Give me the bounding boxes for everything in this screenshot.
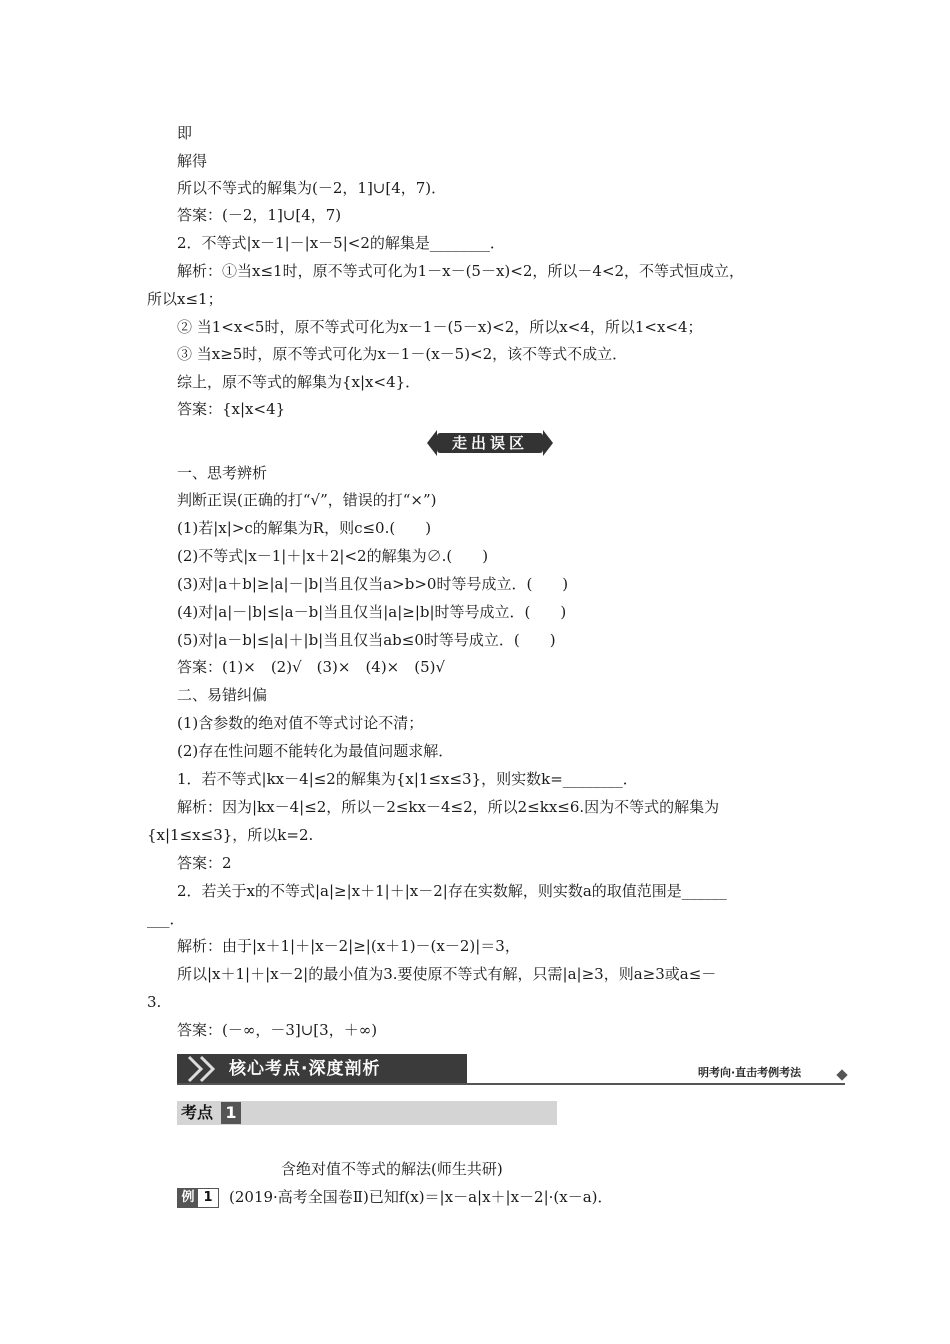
text-line: ③ 当x≥5时，原不等式可化为x－1－(x－5)<2，该不等式不成立． xyxy=(177,345,628,363)
double-chevron-icon xyxy=(177,1054,227,1084)
text-line: 所以x≤1； xyxy=(147,290,223,308)
text-line: 2．不等式|x－1|－|x－5|<2的解集是________． xyxy=(177,234,505,252)
text-line: (1)若|x|>c的解集为R，则c≤0.( ) xyxy=(177,519,432,537)
text-line: 答案：{x|x<4} xyxy=(177,400,286,418)
text-line: (2)不等式|x－1|＋|x＋2|<2的解集为∅.( ) xyxy=(177,547,489,565)
text-line: 解析：①当x≤1时，原不等式可化为1－x－(5－x)<2，所以－4<2，不等式恒成立， xyxy=(177,262,745,280)
text-line: 1．若不等式|kx－4|≤2的解集为{x|1≤x≤3}，则实数k=________． xyxy=(177,770,638,788)
text-line: 即 xyxy=(177,124,193,142)
section-banner-label: 走出误区 xyxy=(437,433,543,453)
text-line: 所以不等式的解集为(－2，1]∪[4，7)． xyxy=(177,179,447,197)
text-line: 解析：由于|x＋1|＋|x－2|≥|(x＋1)－(x－2)|＝3， xyxy=(177,937,520,955)
kaodian-label: 考点 xyxy=(181,1103,214,1122)
section-banner-core xyxy=(177,1054,467,1084)
text-line: 所以|x＋1|＋|x－2|的最小值为3.要使原不等式有解，只需|a|≥3，则a≥3或a≤－ xyxy=(177,965,717,983)
text-line: (2)存在性问题不能转化为最值问题求解． xyxy=(177,742,454,760)
example-text: (2019·高考全国卷Ⅱ)已知f(x)＝|x－a|x＋|x－2|·(x－a)． xyxy=(229,1188,613,1206)
text-line: ② 当1<x<5时，原不等式可化为x－1－(5－x)<2，所以x<4，所以1<x<4； xyxy=(177,318,703,336)
text-line: 答案：(－2，1]∪[4，7) xyxy=(177,206,342,224)
text-line: 3. xyxy=(147,993,162,1011)
text-line: 一、思考辨析 xyxy=(177,464,268,482)
text-line: (3)对|a＋b|≥|a|－|b|当且仅当a>b>0时等号成立．( ) xyxy=(177,575,569,593)
text-line: (5)对|a－b|≤|a|＋|b|当且仅当ab≤0时等号成立．( ) xyxy=(177,631,556,649)
topic-title: 含绝对值不等式的解法(师生共研) xyxy=(281,1160,503,1178)
text-line: (4)对|a|－|b|≤|a－b|当且仅当|a|≥|b|时等号成立．( ) xyxy=(177,603,567,621)
diamond-icon xyxy=(836,1069,847,1080)
text-line: {x|1≤x≤3}，所以k=2. xyxy=(147,826,314,844)
section-tagline: 明考向·直击考例考法 xyxy=(698,1066,802,1079)
divider xyxy=(177,1083,845,1085)
text-line: 答案：2 xyxy=(177,854,232,872)
section-banner-mistakes xyxy=(427,430,553,456)
text-line: 答案：(1)× (2)√ (3)× (4)× (5)√ xyxy=(177,658,446,676)
text-line: 判断正误(正确的打“√”，错误的打“×”) xyxy=(177,491,437,509)
text-line: 答案：(－∞，－3]∪[3，＋∞) xyxy=(177,1021,378,1039)
text-line: (1)含参数的绝对值不等式讨论不清； xyxy=(177,714,424,732)
text-line: 解得 xyxy=(177,152,208,170)
text-line: 2．若关于x的不等式|a|≥|x＋1|＋|x－2|存在实数解，则实数a的取值范围是______ xyxy=(177,882,727,900)
text-line: 二、易错纠偏 xyxy=(177,686,268,704)
text-line: 综上，原不等式的解集为{x|x<4}． xyxy=(177,373,421,391)
text-line: 解析：因为|kx－4|≤2，所以－2≤kx－4≤2，所以2≤kx≤6.因为不等式的解集为 xyxy=(177,798,720,816)
example-badge xyxy=(177,1188,219,1208)
text-line: ___． xyxy=(147,910,185,928)
kaodian-header xyxy=(177,1101,557,1125)
section-banner-core-label: 核心考点·深度剖析 xyxy=(229,1059,381,1079)
kaodian-number: 1 xyxy=(221,1102,241,1124)
example-badge-number: 1 xyxy=(198,1189,218,1207)
example-badge-label: 例 xyxy=(178,1189,198,1207)
